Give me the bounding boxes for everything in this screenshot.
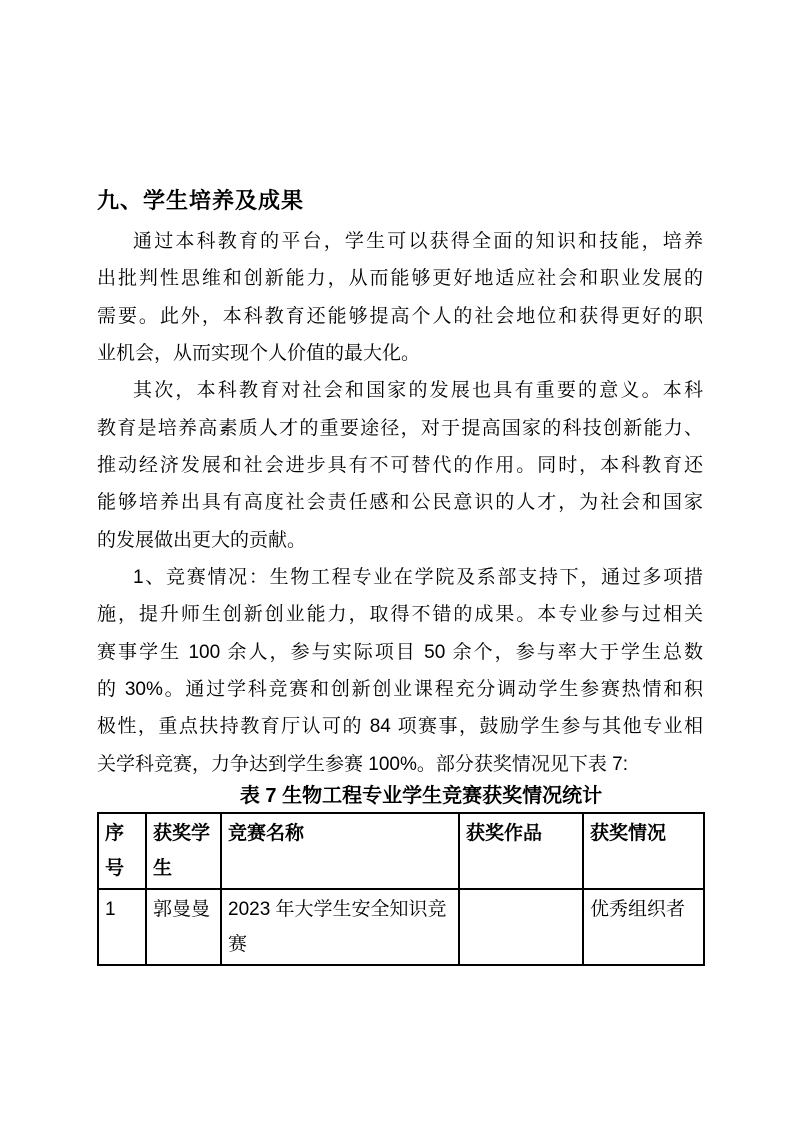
- paragraph: [97, 559, 703, 783]
- text-line: 教育是培养高素质人才的重要途径，对于提高国家的科技创新能力、: [97, 417, 703, 439]
- awards-table-head: [98, 813, 704, 889]
- table-header-row: [98, 813, 704, 889]
- page-content: [97, 184, 703, 966]
- text-line: 施，提升师生创新创业能力，取得不错的成果。本专业参与过相关: [97, 604, 703, 626]
- text-line: 的 30%。通过学科竞赛和创新创业课程充分调动学生参赛热情和积: [97, 679, 703, 701]
- text-line: 极性，重点扶持教育厅认可的 84 项赛事，鼓励学生参与其他专业相: [97, 716, 703, 738]
- body-cell: [459, 889, 583, 965]
- text-line: 其次，本科教育对社会和国家的发展也具有重要的意义。本科: [133, 380, 703, 402]
- text-line: 出批判性思维和创新能力，从而能够更好地适应社会和职业发展的: [97, 268, 703, 290]
- text-line: 关学科竞赛，力争达到学生参赛 100%。部分获奖情况见下表 7:: [97, 753, 628, 775]
- body-cell: 优秀组织者: [583, 889, 704, 965]
- paragraph: [97, 223, 703, 372]
- header-cell: 竞赛名称: [221, 813, 459, 889]
- text-line: 推动经济发展和社会进步具有不可替代的作用。同时，本科教育还: [97, 455, 703, 477]
- body-paragraphs: [97, 223, 703, 783]
- body-cell: 2023 年大学生安全知识竞赛: [221, 889, 459, 965]
- text-line: 需要。此外，本科教育还能够提高个人的社会地位和获得更好的职: [97, 305, 703, 327]
- header-cell: 获奖学生: [146, 813, 221, 889]
- text-line: 1、竞赛情况：生物工程专业在学院及系部支持下，通过多项措: [133, 567, 703, 589]
- body-cell: 郭曼曼: [146, 889, 221, 965]
- section-heading: 九、学生培养及成果: [97, 188, 305, 213]
- header-cell: 获奖情况: [583, 813, 704, 889]
- text-line: 通过本科教育的平台，学生可以获得全面的知识和技能，培养: [133, 231, 703, 252]
- awards-table-body: [98, 889, 704, 965]
- text-line: 能够培养出具有高度社会责任感和公民意识的人才，为社会和国家: [97, 492, 703, 514]
- text-line: 业机会，从而实现个人价值的最大化。: [97, 343, 421, 365]
- awards-table: [97, 812, 705, 966]
- header-cell: 序号: [98, 813, 146, 889]
- header-cell: 获奖作品: [459, 813, 583, 889]
- table-row: [98, 889, 704, 965]
- text-line: 赛事学生 100 余人，参与实际项目 50 余个，参与率大于学生总数: [97, 641, 703, 663]
- paragraph: [97, 372, 703, 559]
- body-cell: 1: [98, 889, 146, 965]
- text-line: 的发展做出更大的贡献。: [97, 529, 307, 551]
- table-caption: 表 7 生物工程专业学生竞赛获奖情况统计: [239, 785, 603, 808]
